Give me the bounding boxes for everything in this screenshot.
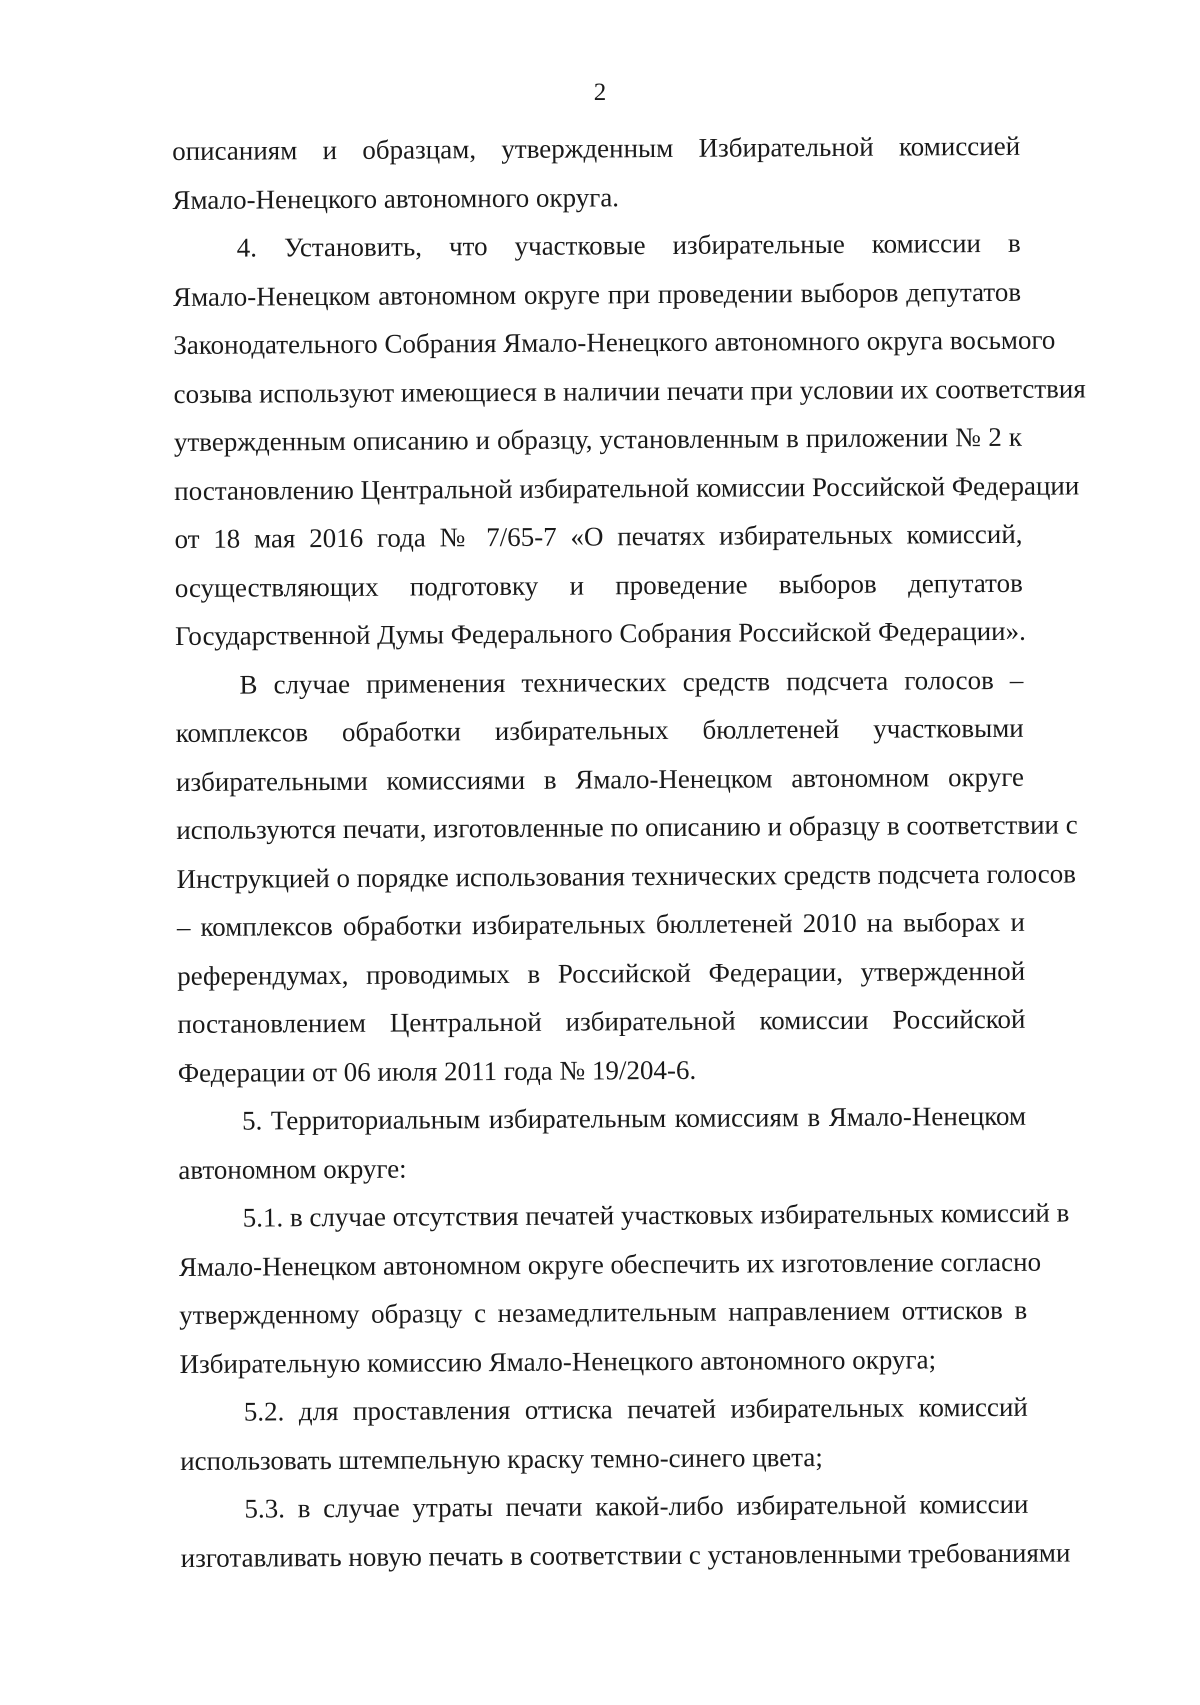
- text-line: Государственной Думы Федерального Собрания Российской Федерации».: [175, 615, 1026, 651]
- text-line: 5.3. в случае утраты печати какой-либо избирательной комиссии: [244, 1488, 1029, 1524]
- text-line: автономном округе:: [178, 1153, 407, 1185]
- text-line: Федерации от 06 июля 2011 года № 19/204-6.: [177, 1054, 697, 1088]
- text-line: утвержденным описанию и образцу, установленным в приложении № 2 к: [173, 421, 1022, 457]
- text-line: 5.1. в случае отсутствия печатей участковых избирательных комиссий в: [242, 1197, 1070, 1233]
- text-line: от 18 мая 2016 года № 7/65-7 «О печатях избирательных комиссий,: [174, 518, 1023, 554]
- text-line: постановлению Центральной избирательной комиссии Российской Федерации: [174, 469, 1080, 506]
- text-line: В случае применения технических средств подсчета голосов –: [239, 664, 1024, 700]
- text-line: 4. Установить, что участковые избирательные комиссии в: [236, 227, 1021, 263]
- text-line: описаниям и образцам, утвержденным Избирательной комиссией: [172, 130, 1021, 166]
- text-line: используются печати, изготовленные по описанию и образцу в соответствии с: [176, 809, 1078, 845]
- text-line: избирательными комиссиями в Ямало-Ненецком автономном округе: [175, 761, 1025, 797]
- document-body: [172, 122, 1086, 1582]
- text-line: изготавливать новую печать в соответствии с установленными требованиями: [180, 1537, 1071, 1573]
- text-line: 5. Территориальным избирательным комиссиям в Ямало-Ненецком: [241, 1100, 1027, 1136]
- text-line: – комплексов обработки избирательных бюллетеней 2010 на выборах и: [176, 906, 1025, 942]
- text-line: Инструкцией о порядке использования технических средств подсчета голосов: [176, 857, 1077, 894]
- text-line: осуществляющих подготовку и проведение выборов депутатов: [174, 567, 1023, 603]
- text-line: 5.2. для проставления оттиска печатей избирательных комиссий: [243, 1391, 1028, 1427]
- text-line: созыва используют имеющиеся в наличии печати при условии их соответствия: [173, 372, 1086, 409]
- text-line: Ямало-Ненецком автономном округе при проведении выборов депутатов: [172, 276, 1022, 312]
- text-line: Ямало-Ненецком автономном округе обеспечить их изготовление согласно: [178, 1246, 1042, 1282]
- text-line: Ямало-Ненецкого автономного округа.: [172, 181, 620, 215]
- page-number: 2: [593, 79, 607, 106]
- text-line: референдумах, проводимых в Российской Федерации, утвержденной: [177, 955, 1026, 991]
- text-line: Законодательного Собрания Ямало-Ненецкого автономного округа восьмого: [173, 324, 1056, 360]
- text-line: комплексов обработки избирательных бюллетеней участковыми: [175, 712, 1024, 748]
- text-line: Избирательную комиссию Ямало-Ненецкого автономного округа;: [179, 1343, 937, 1379]
- text-line: постановлением Центральной избирательной комиссии Российской: [177, 1003, 1026, 1039]
- text-line: утвержденному образцу с незамедлительным направлением оттисков в: [179, 1294, 1028, 1330]
- text-line: использовать штемпельную краску темно-синего цвета;: [180, 1441, 823, 1476]
